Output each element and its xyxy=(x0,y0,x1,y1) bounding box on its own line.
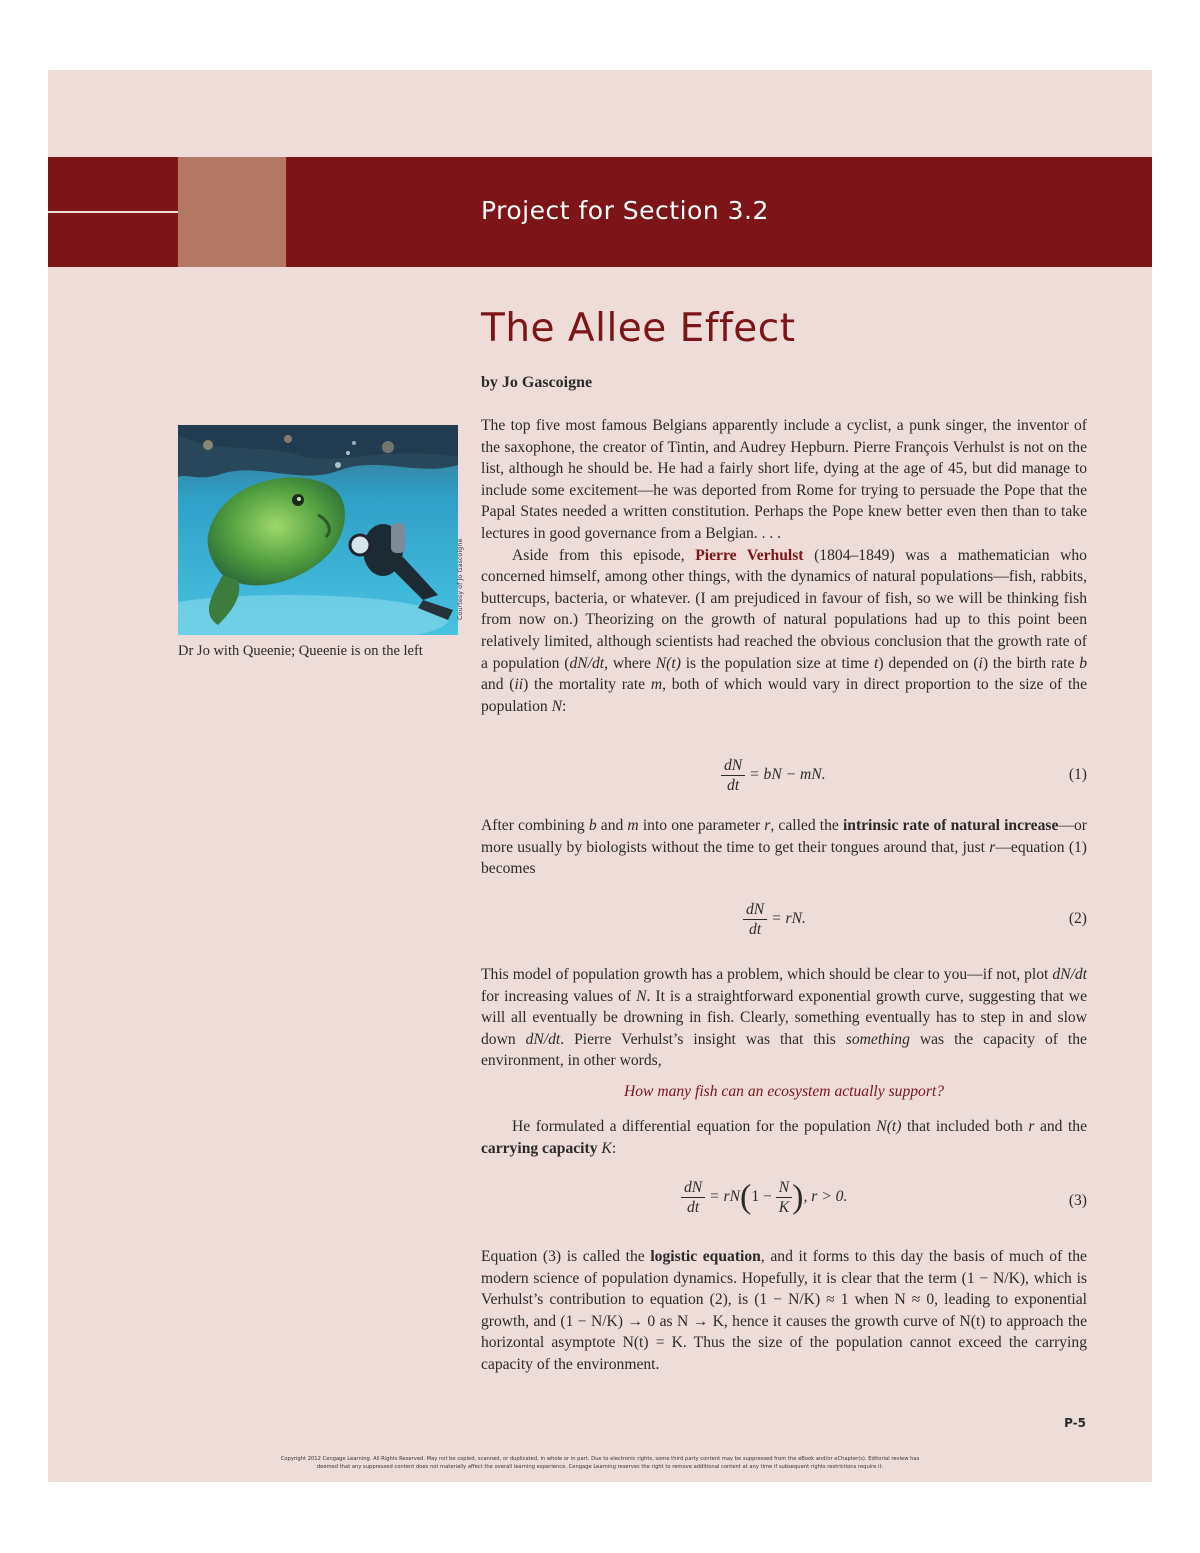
body-text-block-1 xyxy=(481,415,1087,717)
section-title: Project for Section 3.2 xyxy=(481,196,769,225)
photo-credit: Courtesy of Jo Gascoigne xyxy=(456,538,464,620)
pull-quote: How many fish can an ecosystem actually support? xyxy=(623,1083,945,1100)
eq3-fraction: $\frac{dN}{dt}$ xyxy=(681,1178,705,1217)
eq2-label: (2) xyxy=(1068,910,1087,927)
paragraph-2: Aside from this episode, Pierre Verhulst (1804–1849) was a mathematician who concerned himself, among other things, with the dynamics of natural populations—fish, rabbits, buttercups, bacteria, or whatever. (I am prejudiced in favour of fish, so we will be thinking fish from now on.) Theorizing on the growth of natural populations had up to this point been relatively limited, although scientists had reached the obvious conclusion that the growth rate of a population (dN/dt, where N(t) is the population size at time t) depended on (i) the birth rate b and (ii) the mortality rate m, both of which would vary in direct proportion to the size of the population N: xyxy=(481,546,1088,715)
body-text-block-5 xyxy=(481,1246,1087,1376)
eq1-fraction: $\frac{dN}{dt}$ xyxy=(721,756,745,795)
paragraph-6: Equation (3) is called the logistic equation, and it forms to this day the basis of much of the modern science of population dynamics. Hopefully, it is clear that the term (1 − N/K), which is Verhulst’s contribution to equation (2), is (1 − N/K) ≈ 1 when N ≈ 0, leading to exponential growth, and (1 − N/K) → 0 as N → K, hence it causes the growth curve of N(t) to approach the horizontal asymptote N(t) = K. Thus the size of the population cannot exceed the carrying capacity of the environment. xyxy=(481,1248,1087,1373)
body-text-block-2 xyxy=(481,815,1087,880)
banner-rule xyxy=(48,211,178,213)
eq1-label: (1) xyxy=(1068,766,1087,783)
paragraph-3: After combining b and m into one parameter r, called the intrinsic rate of natural increase—or more usually by biologists without the time to get their tongues around that, just r—equation (1) becomes xyxy=(481,817,1088,878)
left-paren: ( xyxy=(740,1178,752,1216)
paragraph-1: The top five most famous Belgians apparently include a cyclist, a punk singer, the inventor of the saxophone, the creator of Tintin, and Audrey Hepburn. Pierre François Verhulst is not on the list, although he should be. He had a fairly short life, dying at the age of 45, but did manage to include some excitement—he was deported from Rome for trying to persuade the Pope that the Papal States needed a written constitution. Perhaps the Pope knew better even then than to take lectures in good governance from a Belgian. . . . xyxy=(481,417,1087,542)
author-byline: by Jo Gascoigne xyxy=(481,374,593,391)
paragraph-4: This model of population growth has a problem, which should be clear to you—if not, plot dN/dt for increasing values of N. It is a straightforward exponential growth curve, suggesting that we will all eventually be drowning in fish. Clearly, something eventually has to step in and slow down dN/dt. Pierre Verhulst’s insight was that this something was the capacity of the environment, in other words, xyxy=(481,966,1087,1070)
paragraph-5: He formulated a differential equation for the population N(t) that included both r and the carrying capacity K: xyxy=(481,1118,1088,1157)
diver-photo xyxy=(178,425,458,635)
right-paren: ) xyxy=(792,1178,804,1216)
page-number: P-5 xyxy=(1064,1416,1086,1430)
photo-caption: Dr Jo with Queenie; Queenie is on the left xyxy=(178,643,423,659)
banner-accent-block xyxy=(178,157,286,267)
eq2-fraction: $\frac{dN}{dt}$ xyxy=(743,900,767,939)
body-text-block-3 xyxy=(481,964,1087,1072)
body-text-block-4 xyxy=(481,1116,1087,1159)
copyright-notice: Copyright 2012 Cengage Learning. All Rights Reserved. May not be copied, scanned, or duplicated, in whole or in part. Due to electronic rights, some third party content may be suppressed from the eBook and/or eChapter(s). Editorial review has deemed that any suppressed content does not materially affect the overall learning experience. Cengage Learning reserves the right to remove additional content at any time if subsequent rights restrictions require it. xyxy=(280,1456,920,1470)
eq3-label: (3) xyxy=(1068,1192,1087,1209)
page-title: The Allee Effect xyxy=(481,306,796,351)
eq3-inner-fraction: $\frac{N}{K}$ xyxy=(776,1178,792,1217)
